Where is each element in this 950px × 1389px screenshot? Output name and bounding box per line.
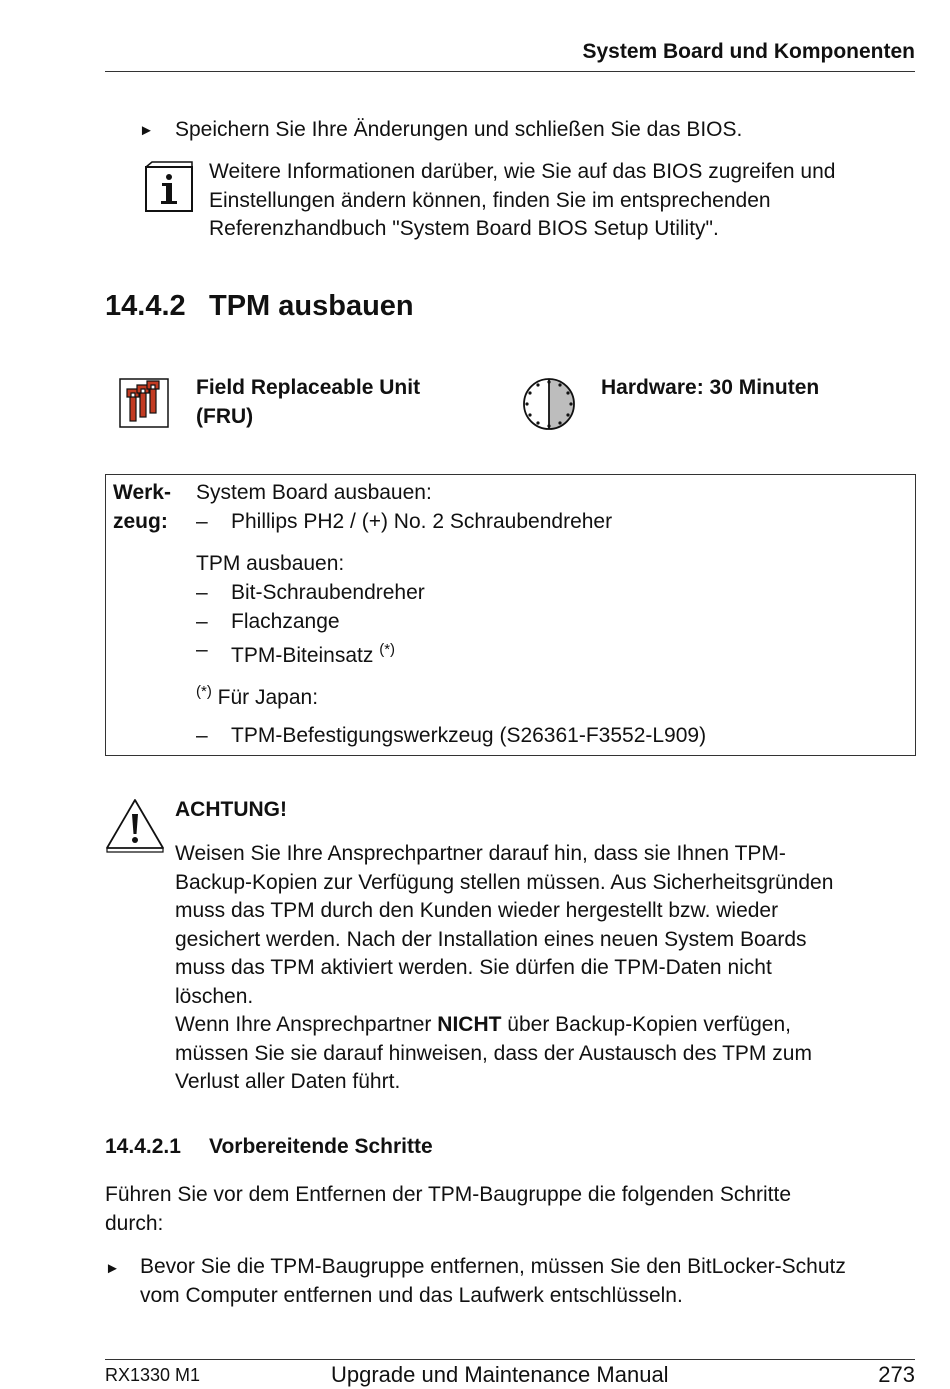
- warning-line: müssen Sie sie darauf hinweisen, dass der Austausch des TPM zum: [175, 1041, 812, 1065]
- info-note-line: Einstellungen ändern können, finden Sie im entsprechenden: [209, 188, 771, 212]
- japan-note: [196, 678, 318, 713]
- intro-line: Führen Sie vor dem Entfernen der TPM-Baugruppe die folgenden Schritte: [105, 1183, 792, 1206]
- warning-line: gesichert werden. Nach der Installation eines neuen System Boards: [175, 927, 807, 951]
- footer-rule: [105, 1359, 915, 1360]
- tools-label: [113, 479, 171, 536]
- warning-line: muss das TPM durch den Kunden wieder hergestellt bzw. wieder: [175, 899, 779, 922]
- intro-line: durch:: [105, 1211, 164, 1235]
- subsection-number: 14.4.2.1: [105, 1135, 181, 1158]
- warning-title: ACHTUNG!: [175, 798, 287, 821]
- tool-item: Phillips PH2 / (+) No. 2 Schraubendreher: [231, 510, 613, 533]
- warning-line: Verlust aller Daten führt.: [175, 1070, 401, 1093]
- warning-line: muss das TPM aktiviert werden. Sie dürfen die TPM-Daten nicht: [175, 956, 772, 979]
- step-save-bios: Speichern Sie Ihre Änderungen und schließen Sie das BIOS.: [175, 118, 743, 141]
- header-rule: [105, 71, 915, 72]
- time-label: Hardware: 30 Minuten: [601, 376, 820, 399]
- fru-tools-icon: [118, 377, 172, 436]
- tool-item: Bit-Schraubendreher: [231, 581, 425, 604]
- tool-item-text: TPM-Biteinsatz: [231, 644, 374, 667]
- list-dash: –: [196, 510, 208, 533]
- tool-item: [231, 636, 395, 671]
- info-note-line: Weitere Informationen darüber, wie Sie auf das BIOS zugreifen und: [209, 160, 836, 183]
- info-note-text: [209, 158, 835, 244]
- tools-group1-title: System Board ausbauen:: [196, 481, 432, 504]
- fru-label: [196, 374, 420, 431]
- japan-label: Für Japan:: [217, 686, 319, 709]
- section-title: TPM ausbauen: [209, 290, 414, 322]
- step-line: Bevor Sie die TPM-Baugruppe entfernen, müssen Sie den BitLocker-Schutz: [140, 1255, 846, 1278]
- step-arrow-icon: ►: [105, 1260, 120, 1277]
- fru-label-line: (FRU): [196, 404, 254, 428]
- list-dash: –: [196, 724, 208, 747]
- section-number: 14.4.2: [105, 290, 186, 322]
- warning-text-run: über Backup-Kopien verfügen,: [507, 1013, 791, 1036]
- list-dash: –: [196, 638, 208, 661]
- info-note-line: Referenzhandbuch "System Board BIOS Setup Utility".: [209, 217, 719, 240]
- warning-line: löschen.: [175, 984, 254, 1008]
- footnote-mark: (*): [196, 683, 212, 700]
- list-dash: –: [196, 581, 208, 604]
- tools-label-line: Werk-: [113, 481, 171, 504]
- warning-triangle-icon: [104, 796, 166, 861]
- warning-line: [175, 1011, 833, 1040]
- tool-item-japan: TPM-Befestigungswerkzeug (S26361-F3552-L909): [231, 724, 707, 747]
- footer-manual: Upgrade und Maintenance Manual: [331, 1362, 669, 1387]
- list-dash: –: [196, 610, 208, 633]
- running-header-title: System Board und Komponenten: [582, 40, 915, 63]
- clock-icon: [520, 376, 578, 437]
- tool-item: Flachzange: [231, 610, 340, 633]
- warning-line: Weisen Sie Ihre Ansprechpartner darauf hin, dass sie Ihnen TPM-: [175, 842, 786, 865]
- intro-text: [105, 1181, 791, 1238]
- subsection-title: Vorbereitende Schritte: [209, 1135, 433, 1158]
- info-icon: [142, 161, 196, 220]
- step-arrow-icon: ►: [139, 122, 154, 139]
- fru-label-line: Field Replaceable Unit: [196, 376, 421, 399]
- page-number: 273: [878, 1362, 915, 1387]
- warning-text: [175, 840, 833, 1097]
- tools-group2-title: TPM ausbauen:: [196, 552, 345, 575]
- warning-text-run: Wenn Ihre Ansprechpartner: [175, 1013, 432, 1036]
- warning-line: Backup-Kopien zur Verfügung stellen müssen. Aus Sicherheitsgründen: [175, 870, 834, 894]
- step-bitlocker: [140, 1253, 846, 1310]
- footer-model: RX1330 M1: [105, 1365, 201, 1385]
- step-line: vom Computer entfernen und das Laufwerk entschlüsseln.: [140, 1283, 683, 1307]
- footnote-mark: (*): [379, 641, 396, 658]
- warning-emphasis: NICHT: [437, 1013, 502, 1036]
- tools-label-line: zeug:: [113, 509, 168, 533]
